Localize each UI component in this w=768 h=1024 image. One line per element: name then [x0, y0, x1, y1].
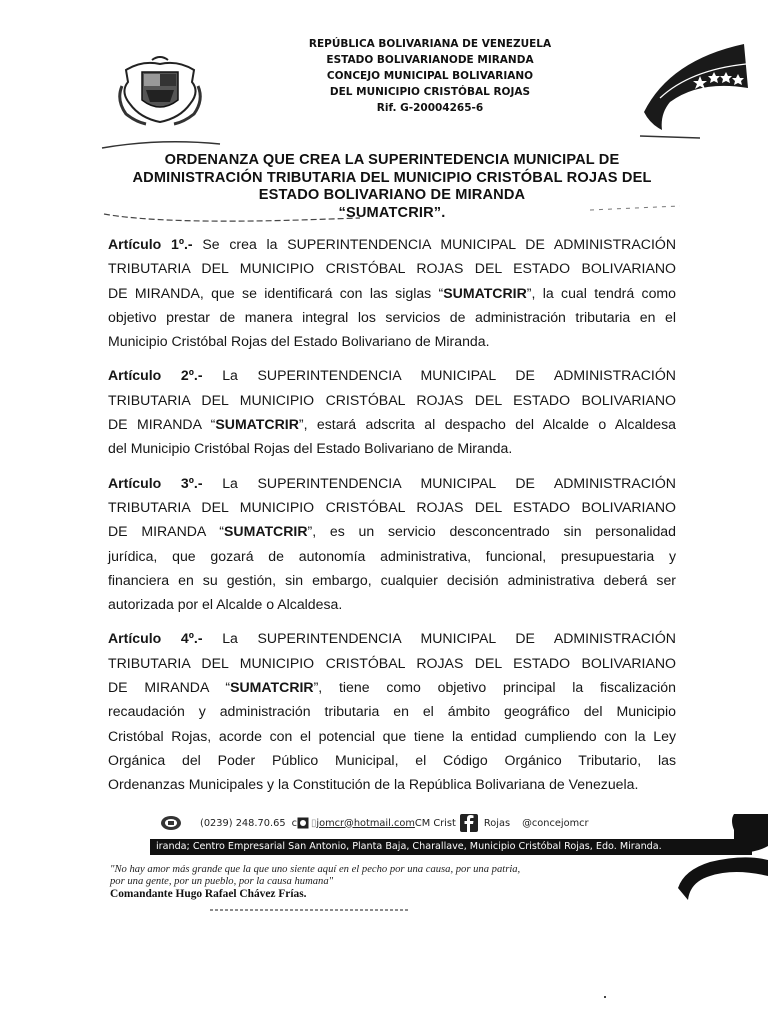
rif-number: Rif. G-20004265-6	[376, 102, 484, 114]
quote	[110, 864, 640, 887]
header-line: ESTADO BOLIVARIANODE MIRANDA	[326, 54, 534, 66]
decorative-swoosh-icon	[674, 800, 768, 910]
ordinance-title	[110, 152, 674, 222]
article-label: Artículo 1º.-	[108, 236, 193, 252]
title-acronym: “SUMATCRIR”.	[338, 204, 446, 221]
acronym: SUMATCRIR	[443, 284, 527, 301]
address-bar: iranda; Centro Empresarial San Antonio, Planta Baja, Charallave, Municipio Cristóbal Rojas, Edo. Miranda.	[150, 839, 752, 855]
institution-header	[250, 36, 610, 116]
scan-artifact	[210, 906, 410, 914]
coat-of-arms-icon	[112, 56, 208, 128]
email-icon	[297, 817, 309, 829]
article-label: Artículo 3º.-	[108, 474, 203, 491]
articles-body	[108, 232, 676, 807]
article-4: Artículo 4º.- La SUPERINTENDENCIA MUNICIPAL DE ADMINISTRACIÓN TRIBUTARIA DEL MUNICIPIO CRISTÓBAL ROJAS DEL ESTADO BOLIVARIANO DE MIRANDA “SUMATCRIR”, tiene como objetivo principal la fiscalización recaudación y administración tributaria en el ámbito geográfico del Municipio Cristóbal Rojas, acorde con el potencial que tiene la entidad cumpliendo con la Ley Orgánica del Poder Público Municipal, el Código Orgánico Tributario, las Ordenanzas Municipales y la Constitución de la República Bolivariana de Venezuela.	[108, 630, 676, 793]
scan-speck	[604, 996, 606, 998]
phone-icon	[160, 815, 182, 831]
phone-number: (0239) 248.70.65	[200, 817, 286, 829]
quote-line: por una gente, por un pueblo, por la causa humana"	[110, 875, 334, 887]
acronym: SUMATCRIR	[230, 679, 314, 696]
facebook-icon	[460, 814, 478, 832]
title-line: ESTADO BOLIVARIANO DE MIRANDA	[258, 187, 526, 203]
twitter-handle[interactable]: @concejomcr	[522, 817, 589, 829]
article-2: Artículo 2º.- La SUPERINTENDENCIA MUNICIPAL DE ADMINISTRACIÓN TRIBUTARIA DEL MUNICIPIO CRISTÓBAL ROJAS DEL ESTADO BOLIVARIANO DE MIRANDA “SUMATCRIR”, estará adscrita al despacho del Alcalde o Alcaldesa del Municipio Cristóbal Rojas del Estado Bolivariano de Miranda.	[108, 367, 676, 457]
header-line: DEL MUNICIPIO CRISTÓBAL ROJAS	[329, 86, 531, 98]
title-line: ORDENANZA QUE CREA LA SUPERINTEDENCIA MUNICIPAL DE	[164, 152, 620, 168]
email-address[interactable]: jomcr@hotmail.com	[316, 817, 415, 829]
facebook-handle[interactable]: CM Crist	[414, 817, 456, 829]
article-label: Artículo 4º.-	[108, 630, 203, 647]
contact-row: (0239) 248.70.65 c ▯ jomcr@hotmail.com CM Crist Rojas @concejomcr	[160, 812, 600, 834]
acronym: SUMATCRIR	[224, 523, 308, 540]
starred-banner-logo	[640, 40, 750, 130]
acronym: SUMATCRIR	[215, 416, 299, 433]
article-3: Artículo 3º.- La SUPERINTENDENCIA MUNICIPAL DE ADMINISTRACIÓN TRIBUTARIA DEL MUNICIPIO CRISTÓBAL ROJAS DEL ESTADO BOLIVARIANO DE MIRANDA “SUMATCRIR”, es un servicio desconcentrado sin personalidad jurídica, que gozará de autonomía administrativa, funcional, presupuestaria y financiera en su gestión, sin embargo, cualquier decisión administrativa deberá ser autorizada por el Alcalde o Alcaldesa.	[108, 474, 676, 613]
title-line: ADMINISTRACIÓN TRIBUTARIA DEL MUNICIPIO CRISTÓBAL ROJAS DEL	[132, 169, 652, 186]
article-label: Artículo 2º.-	[108, 367, 203, 384]
header-line: CONCEJO MUNICIPAL BOLIVARIANO	[326, 70, 534, 82]
quote-line: "No hay amor más grande que la que uno siente aquí en el pecho por una causa, por una patria,	[110, 864, 521, 875]
quote-author: Comandante Hugo Rafael Chávez Frías.	[110, 888, 307, 900]
header-line: REPÚBLICA BOLIVARIANA DE VENEZUELA	[308, 38, 552, 50]
article-1: Artículo 1º.- Se crea la SUPERINTENDENCIA MUNICIPAL DE ADMINISTRACIÓN TRIBUTARIA DEL MUNICIPIO CRISTÓBAL ROJAS DEL ESTADO BOLIVARIANO DE MIRANDA, que se identificará con las siglas “SUMATCRIR”, la cual tendrá como objetivo prestar de manera integral los servicios de administración tributaria en el Municipio Cristóbal Rojas del Estado Bolivariano de Miranda.	[108, 236, 676, 350]
